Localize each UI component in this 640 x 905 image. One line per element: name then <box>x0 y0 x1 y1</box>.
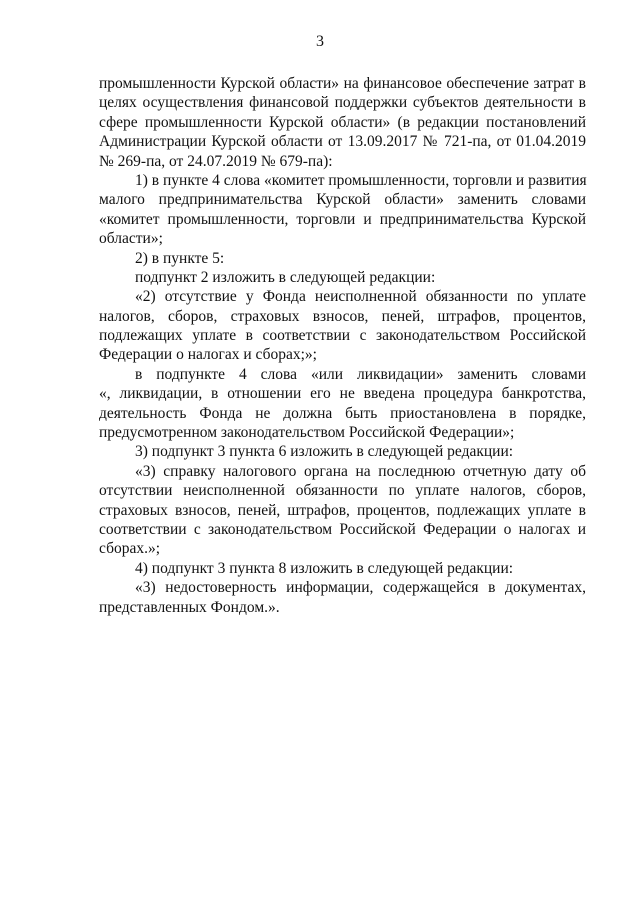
text-line: целях осуществления финансовой поддержки субъектов деятельности в <box>99 94 586 112</box>
text-line: сборах.»; <box>99 540 161 558</box>
text-line: № 269-па, от 24.07.2019 № 679-па): <box>99 152 333 170</box>
text-line: промышленности Курской области» на финансовое обеспечение затрат в <box>99 75 586 92</box>
text-line: соответствии с законодательством Российской Федерации о налогах и <box>99 520 586 538</box>
text-line: подпункт 2 изложить в следующей редакции: <box>135 268 436 286</box>
text-line: Администрации Курской области от 13.09.2017 № 721-па, от 01.04.2019 <box>99 133 586 151</box>
text-line: 3) подпункт 3 пункта 6 изложить в следующей редакции: <box>135 443 514 461</box>
text-line: страховых взносов, пеней, штрафов, процентов, подлежащих уплате в <box>99 501 586 519</box>
text-line: «3) недостоверность информации, содержащейся в документах, <box>135 579 586 597</box>
text-line: налогов, сборов, страховых взносов, пеней, штрафов, процентов, <box>99 307 586 325</box>
text-line: «, ликвидации, в отношении его не введена процедура банкротства, <box>99 385 586 403</box>
text-line: области»; <box>99 230 163 248</box>
text-line: 2) в пункте 5: <box>135 249 225 267</box>
text-line: «3) справку налогового органа на последнюю отчетную дату об <box>135 462 586 480</box>
text-line: в подпункте 4 слова «или ликвидации» заменить словами <box>135 365 586 383</box>
document-body <box>99 74 586 617</box>
text-line: Федерации о налогах и сборах;»; <box>99 346 317 364</box>
text-line: «2) отсутствие у Фонда неисполненной обязанности по уплате <box>135 288 586 306</box>
page-number: 3 <box>316 33 324 50</box>
text-line: 4) подпункт 3 пункта 8 изложить в следующей редакции: <box>135 559 514 577</box>
text-line: сфере промышленности Курской области» (в редакции постановлений <box>99 113 586 131</box>
text-line: деятельность Фонда не должна быть приостановлена в порядке, <box>99 404 586 422</box>
text-line: подлежащих уплате в соответствии с законодательством Российской <box>99 327 586 345</box>
text-line: «комитет промышленности, торговли и предпринимательства Курской <box>99 210 586 228</box>
text-line: малого предпринимательства Курской области» заменить словами <box>99 191 586 209</box>
text-line: представленных Фондом.». <box>99 598 280 616</box>
text-line: предусмотренном законодательством Российской Федерации»; <box>99 424 515 442</box>
text-line: отсутствии неисполненной обязанности по уплате налогов, сборов, <box>99 482 586 500</box>
text-line: 1) в пункте 4 слова «комитет промышленности, торговли и развития <box>135 171 587 189</box>
